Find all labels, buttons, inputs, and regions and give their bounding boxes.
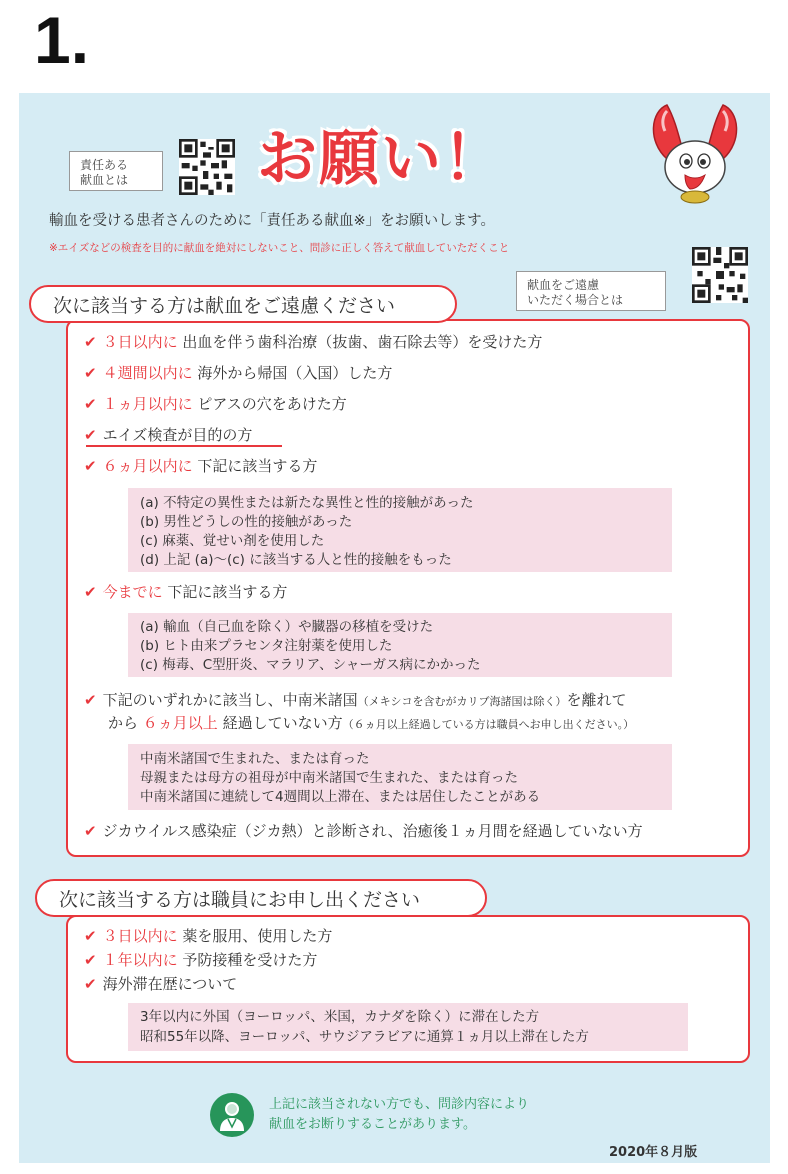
- check-icon: ✔: [84, 691, 97, 709]
- list-item: [84, 331, 542, 352]
- check-icon: ✔: [84, 975, 97, 993]
- item-highlight: １年以内に: [102, 951, 178, 969]
- section-notify-panel: [66, 915, 750, 1063]
- check-icon: ✔: [84, 457, 97, 475]
- check-icon: ✔: [84, 927, 97, 945]
- item-highlight: 今までに: [102, 583, 163, 601]
- qr2-label-line1: 献血をご遠慮: [527, 278, 600, 292]
- section-notify-label: 次に該当する方は職員にお申し出ください: [35, 879, 487, 917]
- item-text: 薬を服用、使用した方: [177, 927, 333, 945]
- item-note: （６ヵ月以上経過している方は職員へお申し出ください。）: [342, 718, 635, 731]
- item-text: ピアスの穴をあけた方: [192, 395, 347, 413]
- list-item-continuation: [108, 712, 634, 733]
- footer-line2: 献血をお断りすることがあります。: [269, 1117, 476, 1132]
- item-highlight: ６ヵ月以内に: [102, 457, 193, 475]
- item-highlight: ３日以内に: [102, 333, 178, 351]
- item-text: 海外滞在歴について: [102, 975, 238, 993]
- page-number: 1.: [34, 3, 90, 77]
- list-item: [84, 455, 317, 476]
- sub-item: (b) 男性どうしの性的接触があった: [140, 514, 353, 530]
- sub-item: 3年以内に外国（ヨーロッパ、米国，カナダを除く）に滞在した方: [140, 1009, 540, 1025]
- list-item: [84, 973, 237, 994]
- list-item: [84, 820, 643, 841]
- check-icon: ✔: [84, 951, 97, 969]
- sub-item: 母親または母方の祖母が中南米諸国で生まれた、または育った: [140, 770, 518, 786]
- section-decline-label: 次に該当する方は献血をご遠慮ください: [29, 285, 457, 323]
- intro-text: 輸血を受ける患者さんのために「責任ある献血※」をお願いします。: [49, 213, 495, 229]
- item-highlight: ６ヵ月以上: [142, 714, 218, 732]
- item-text: 経過していない方: [217, 714, 343, 732]
- item-text: を離れて: [566, 691, 627, 709]
- item-text: から: [108, 714, 143, 732]
- mascot-kenketsu-chan-icon: [645, 101, 745, 205]
- list-item: [84, 949, 317, 970]
- list-item: [84, 424, 252, 445]
- item-highlight: ４週間以内に: [102, 364, 193, 382]
- item-note: （メキシコを含むがカリブ海諸国は除く）: [357, 695, 567, 708]
- check-icon: ✔: [84, 333, 97, 351]
- item-text: ジカウイルス感染症（ジカ熱）と診断され、治癒後１ヵ月間を経過していない方: [102, 822, 643, 840]
- item-text: 下記に該当する方: [162, 583, 288, 601]
- sub-item: 中南米諸国で生まれた、または育った: [140, 751, 370, 767]
- list-item: [84, 925, 332, 946]
- check-icon: ✔: [84, 822, 97, 840]
- check-icon: ✔: [84, 426, 97, 444]
- check-icon: ✔: [84, 395, 97, 413]
- item-text: 下記のいずれかに該当し、中南米諸国: [102, 691, 358, 709]
- list-item: [84, 393, 347, 414]
- list-item: [84, 362, 392, 383]
- item-highlight: １ヵ月以内に: [102, 395, 193, 413]
- sub-item: (a) 輸血（自己血を除く）や臓器の移植を受けた: [140, 619, 434, 635]
- item-text: 予防接種を受けた方: [177, 951, 318, 969]
- sub-item: 中南米諸国に連続して4週間以上滞在、または居住したことがある: [140, 789, 541, 805]
- qr-code-decline-icon[interactable]: [692, 247, 748, 303]
- item-text: エイズ検査が目的の方: [102, 426, 253, 444]
- qr2-label-line2: いただく場合とは: [527, 293, 624, 307]
- item-text: 下記に該当する方: [192, 457, 318, 475]
- sub-item: (d) 上記 (a)〜(c) に該当する人と性的接触をもった: [140, 552, 452, 568]
- edition-label: 2020年８月版: [609, 1145, 698, 1160]
- qr-label-line2: 献血とは: [80, 173, 129, 187]
- sub-item: (a) 不特定の異性または新たな異性と性的接触があった: [140, 495, 474, 511]
- check-icon: ✔: [84, 364, 97, 382]
- item-highlight: ３日以内に: [102, 927, 178, 945]
- footer-line1: 上記に該当されない方でも、問診内容により: [269, 1097, 530, 1112]
- doctor-icon: [210, 1093, 254, 1137]
- sub-item: (c) 梅毒、C型肝炎、マラリア、シャーガス病にかかった: [140, 657, 481, 673]
- list-item: [84, 689, 627, 710]
- donation-notice-card: [19, 93, 770, 1163]
- qr-label-decline: [516, 271, 666, 311]
- list-item: [84, 581, 287, 602]
- qr-label-responsible: [69, 151, 163, 191]
- sub-item: 昭和55年以降、ヨーロッパ、サウジアラビアに通算１ヵ月以上滞在した方: [140, 1029, 589, 1045]
- underline-divider: [86, 445, 282, 447]
- qr-label-line1: 責任ある: [80, 158, 129, 172]
- sub-item: (c) 麻薬、覚せい剤を使用した: [140, 533, 325, 549]
- item-text: 出血を伴う歯科治療（抜歯、歯石除去等）を受けた方: [177, 333, 543, 351]
- section-decline-panel: [66, 319, 750, 857]
- page-title: お願い！: [257, 125, 505, 192]
- asterisk-note: ※エイズなどの検査を目的に献血を絶対にしないこと、問診に正しく答えて献血していただくこと: [49, 242, 510, 254]
- item-text: 海外から帰国（入国）した方: [192, 364, 393, 382]
- check-icon: ✔: [84, 583, 97, 601]
- sub-item: (b) ヒト由来プラセンタ注射薬を使用した: [140, 638, 393, 654]
- qr-code-icon[interactable]: [179, 139, 235, 195]
